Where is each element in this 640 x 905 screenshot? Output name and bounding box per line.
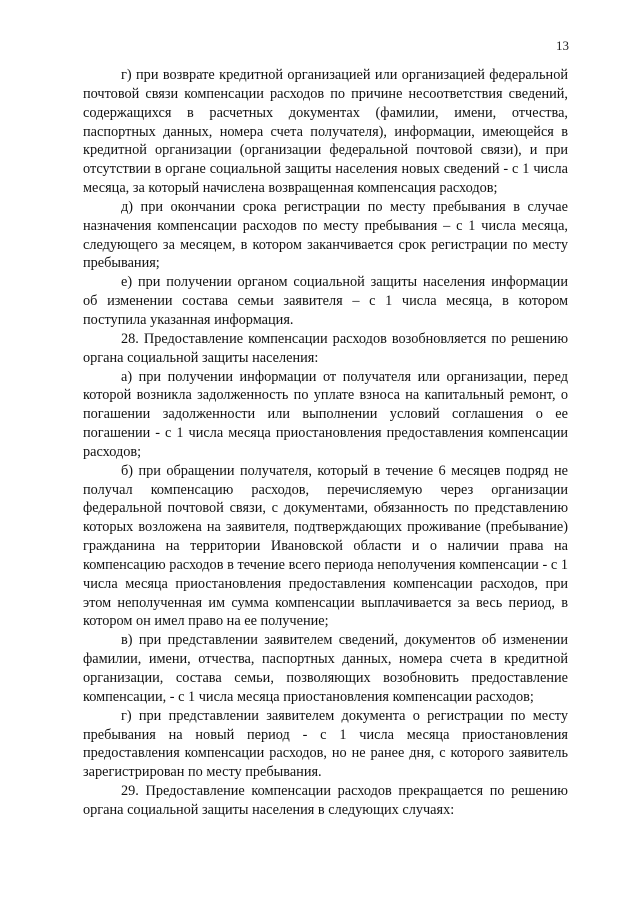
paragraph-28g: г) при представлении заявителем документа о регистрации по месту пребывания на новый период - с 1 числа месяца приостановления предоставления компенсации расходов, но не ранее дня, с которого заявитель зарегистрирован по месту пребывания. bbox=[83, 707, 568, 781]
page-number: 13 bbox=[556, 38, 569, 53]
paragraph-27g: г) при возврате кредитной организацией или организацией федеральной почтовой связи компенсации расходов по причине несоответствия сведений, содержащихся в расчетных документах (фамилии, имени, отчества, паспортных данных, номера счета получателя), информации, имеющейся в кредитной организации (организации федеральной почтовой связи), и при отсутствии в органе социальной защиты населения новых сведений - с 1 числа месяца, за который начислена возвращенная компенсация расходов; bbox=[83, 67, 568, 197]
document-body bbox=[83, 66, 568, 820]
paragraph-27e: е) при получении органом социальной защиты населения информации об изменении состава семьи заявителя – с 1 числа месяца, в котором поступила указанная информация. bbox=[83, 274, 568, 328]
paragraph-29: 29. Предоставление компенсации расходов прекращается по решению органа социальной защиты населения в следующих случаях: bbox=[83, 783, 568, 818]
paragraph-28: 28. Предоставление компенсации расходов возобновляется по решению органа социальной защиты населения: bbox=[83, 330, 568, 366]
paragraph-27d: д) при окончании срока регистрации по месту пребывания в случае назначения компенсации расходов по месту пребывания – с 1 числа месяца, следующего за месяцем, в котором заканчивается срок регистрации по месту пребывания; bbox=[83, 198, 568, 272]
paragraph-28v: в) при представлении заявителем сведений, документов об изменении фамилии, имени, отчества, паспортных данных, номера счета в кредитной организации, состава семьи, позволяющих возобновить предоставление компенсации, - с 1 числа месяца приостановления компенсации расходов; bbox=[83, 632, 568, 705]
paragraph-28a: а) при получении информации от получателя или организации, перед которой возникла задолженность по уплате взноса на капитальный ремонт, о погашении задолженности или выполнении условий соглашения о ее погашении - с 1 числа месяца приостановления предоставления компенсации расходов; bbox=[83, 368, 568, 460]
paragraph-28b: б) при обращении получателя, который в течение 6 месяцев подряд не получал компенсацию расходов, перечисляемую через организации федеральной почтовой связи, с документами, обязанность по представлению которых возложена на заявителя, подтверждающих проживание (пребывание) гражданина на территории Ивановской области и о наличии права на компенсацию расходов в течение всего периода неполучения компенсации - с 1 числа месяца приостановления предоставления компенсации расходов, при этом неполученная им сумма компенсации выплачивается за весь период, в котором он имел право на ее получение; bbox=[83, 462, 568, 630]
